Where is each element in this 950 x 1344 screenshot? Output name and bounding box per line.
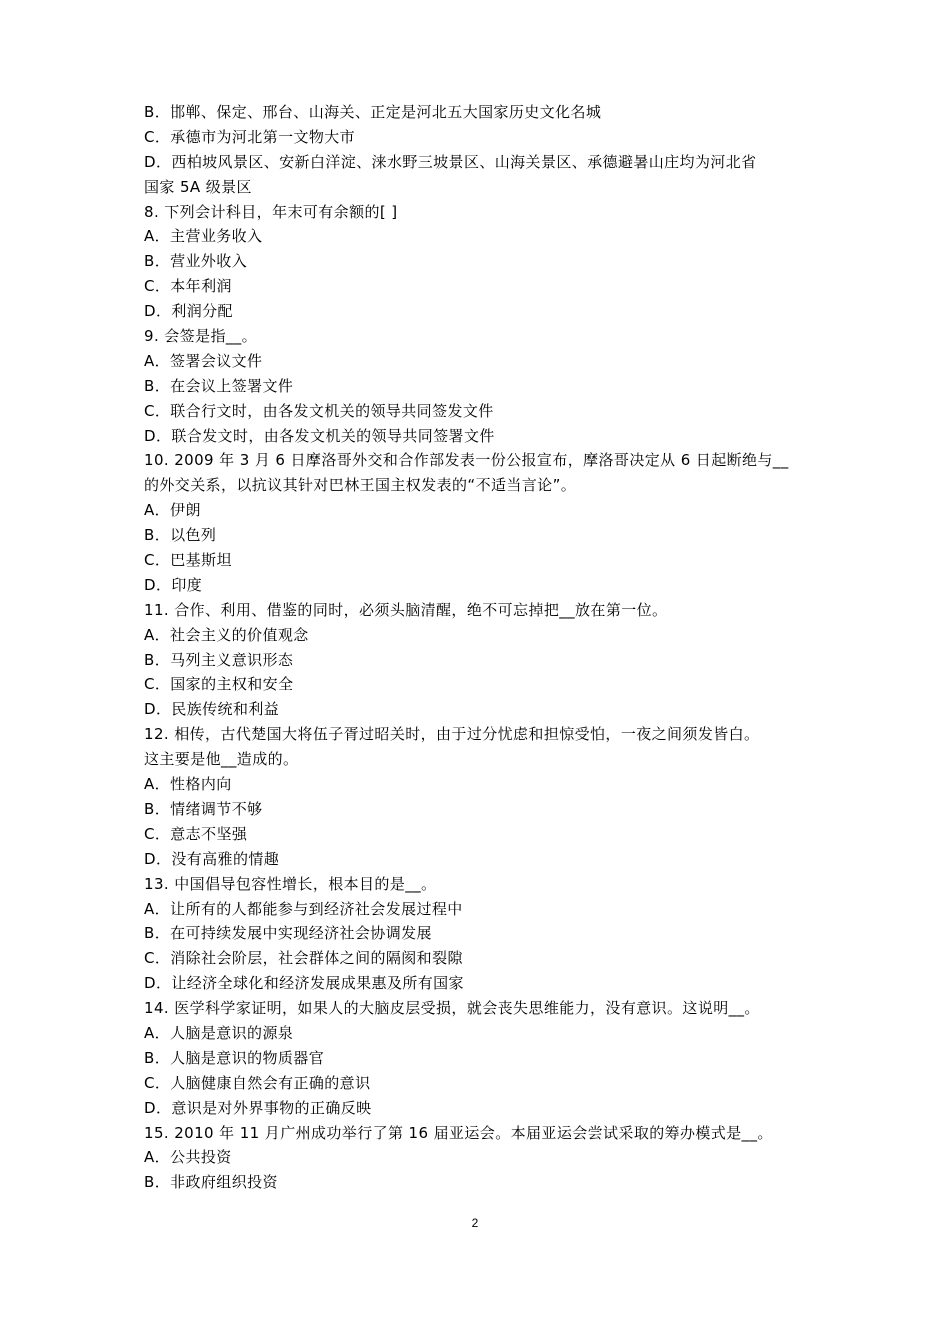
text-line: A．让所有的人都能参与到经济社会发展过程中: [144, 899, 463, 918]
text-line: 15. 2010 年 11 月广州成功举行了第 16 届亚运会。本届亚运会尝试采取的筹办模式是__。: [144, 1123, 773, 1142]
text-line: A．伊朗: [144, 501, 201, 520]
text-line: 14. 医学科学家证明，如果人的大脑皮层受损，就会丧失思维能力，没有意识。这说明__。: [144, 999, 760, 1018]
text-line: D．联合发文时，由各发文机关的领导共同签署文件: [144, 426, 495, 445]
text-line: C．本年利润: [144, 277, 232, 296]
text-line: B．邯郸、保定、邢台、山海关、正定是河北五大国家历史文化名城: [144, 103, 602, 121]
text-line: A．公共投资: [144, 1148, 232, 1167]
text-line: A．人脑是意识的源泉: [144, 1023, 294, 1042]
text-line: C．承德市为河北第一文物大市: [144, 127, 356, 146]
text-line: C．意志不坚强: [144, 824, 248, 843]
text-line: D．民族传统和利益: [144, 700, 280, 719]
text-line: B．以色列: [144, 526, 217, 545]
page-content: [144, 100, 814, 1195]
text-line: B．营业外收入: [144, 252, 248, 271]
page-number: 2: [471, 1216, 479, 1230]
text-line: C．消除社会阶层，社会群体之间的隔阂和裂隙: [144, 949, 463, 968]
text-line: C．国家的主权和安全: [144, 675, 294, 694]
text-line: D．西柏坡风景区、安新白洋淀、涞水野三坡景区、山海关景区、承德避暑山庄均为河北省: [144, 152, 757, 171]
text-line: B．在可持续发展中实现经济社会协调发展: [144, 924, 432, 943]
text-line: B．情绪调节不够: [144, 799, 263, 818]
text-line: 这主要是他__造成的。: [144, 750, 299, 769]
text-line: 11. 合作、利用、借鉴的同时，必须头脑清醒，绝不可忘掉把__放在第一位。: [144, 600, 668, 619]
text-line: 的外交关系，以抗议其针对巴林王国主权发表的“不适当言论”。: [144, 476, 577, 495]
text-line: A．签署会议文件: [144, 351, 263, 370]
text-line: 12. 相传，古代楚国大将伍子胥过昭关时，由于过分忧虑和担惊受怕，一夜之间须发皆白。: [144, 725, 760, 744]
text-line: 国家 5A 级景区: [144, 177, 252, 196]
text-line: 10. 2009 年 3 月 6 日摩洛哥外交和合作部发表一份公报宣布，摩洛哥决定从 6 日起断绝与__: [144, 451, 789, 470]
text-line: C．联合行文时，由各发文机关的领导共同签发文件: [144, 401, 494, 420]
text-line: 13. 中国倡导包容性增长，根本目的是__。: [144, 874, 437, 893]
text-line: C．人脑健康自然会有正确的意识: [144, 1073, 371, 1092]
text-line: B．在会议上签署文件: [144, 376, 294, 395]
text-line: D．让经济全球化和经济发展成果惠及所有国家: [144, 974, 464, 993]
text-line: B．非政府组织投资: [144, 1173, 278, 1192]
text-line: C．巴基斯坦: [144, 551, 232, 570]
text-line: D．利润分配: [144, 302, 233, 321]
text-line: 9. 会签是指__。: [144, 327, 258, 346]
text-line: D．没有高雅的情趣: [144, 849, 280, 868]
text-line: D．意识是对外界事物的正确反映: [144, 1098, 372, 1117]
text-line: A．主营业务收入: [144, 227, 263, 246]
text-line: B．人脑是意识的物质器官: [144, 1048, 325, 1067]
text-line: D．印度: [144, 575, 203, 594]
text-line: A．性格内向: [144, 775, 232, 794]
text-line: 8. 下列会计科目，年末可有余额的[ ]: [144, 202, 398, 221]
text-line: A．社会主义的价值观念: [144, 625, 309, 644]
text-line: B．马列主义意识形态: [144, 650, 294, 669]
